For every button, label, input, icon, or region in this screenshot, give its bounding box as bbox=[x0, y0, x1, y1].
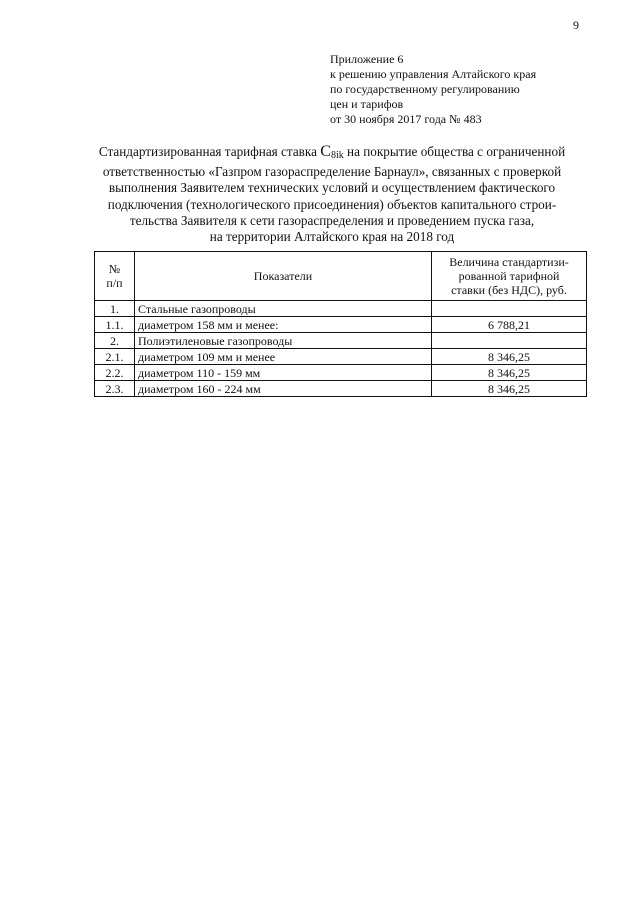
header-indicators: Показатели bbox=[135, 252, 432, 301]
row-indicator: диаметром 109 мм и менее bbox=[135, 349, 432, 365]
row-rate: 8 346,25 bbox=[432, 381, 587, 397]
appendix-line: Приложение 6 bbox=[330, 52, 404, 66]
row-rate: 8 346,25 bbox=[432, 349, 587, 365]
appendix-line: от 30 ноября 2017 года № 483 bbox=[330, 112, 482, 126]
table-row bbox=[95, 301, 587, 317]
row-rate bbox=[432, 301, 587, 317]
row-number: 1.1. bbox=[95, 317, 135, 333]
appendix-line: по государственному регулированию bbox=[330, 82, 520, 96]
table-row bbox=[95, 365, 587, 381]
title-line: на территории Алтайского края на 2018 год bbox=[209, 229, 455, 245]
title-line: тельства Заявителя к сети газораспределения и проведением пуска газа, bbox=[129, 212, 535, 228]
header-number-line: № bbox=[108, 262, 121, 276]
header-rate-line: Величина стандартизи- bbox=[449, 255, 569, 269]
row-indicator: Полиэтиленовые газопроводы bbox=[135, 333, 432, 349]
table-row bbox=[95, 381, 587, 397]
title-line: подключения (технологического присоединения) объектов капитального строи- bbox=[107, 196, 557, 212]
row-number: 2.1. bbox=[95, 349, 135, 365]
table-row bbox=[95, 333, 587, 349]
title-line bbox=[72, 144, 592, 164]
header-rate-line: рованной тарифной bbox=[458, 269, 560, 283]
row-number: 2.3. bbox=[95, 381, 135, 397]
row-rate: 8 346,25 bbox=[432, 365, 587, 381]
row-number: 1. bbox=[95, 301, 135, 317]
page-number: 9 bbox=[573, 18, 579, 32]
appendix-line: к решению управления Алтайского края bbox=[330, 67, 537, 81]
row-indicator: диаметром 158 мм и менее: bbox=[135, 317, 432, 333]
header-number-line: п/п bbox=[106, 276, 123, 290]
row-number: 2.2. bbox=[95, 365, 135, 381]
title-text: Стандартизированная тарифная ставка bbox=[98, 144, 321, 159]
row-rate bbox=[432, 333, 587, 349]
header-rate-line: ставки (без НДС), руб. bbox=[451, 283, 567, 297]
appendix-reference bbox=[330, 52, 620, 127]
rate-symbol: C bbox=[320, 143, 331, 160]
tariff-table bbox=[94, 251, 587, 397]
header-rate bbox=[432, 252, 587, 301]
row-number: 2. bbox=[95, 333, 135, 349]
document-title bbox=[72, 144, 592, 245]
appendix-line: цен и тарифов bbox=[330, 97, 404, 111]
row-indicator: диаметром 110 - 159 мм bbox=[135, 365, 432, 381]
table-row bbox=[95, 317, 587, 333]
row-indicator: Стальные газопроводы bbox=[135, 301, 432, 317]
table-header-row bbox=[95, 252, 587, 301]
title-text: на покрытие общества с ограниченной bbox=[343, 144, 566, 159]
header-number bbox=[95, 252, 135, 301]
row-rate: 6 788,21 bbox=[432, 317, 587, 333]
row-indicator: диаметром 160 - 224 мм bbox=[135, 381, 432, 397]
table-row bbox=[95, 349, 587, 365]
rate-symbol-subscript: 8ik bbox=[330, 150, 344, 161]
title-line: выполнения Заявителем технических условий и осуществлением фактического bbox=[108, 180, 556, 196]
title-line: ответственностью «Газпром газораспределение Барнаул», связанных с проверкой bbox=[102, 164, 562, 180]
